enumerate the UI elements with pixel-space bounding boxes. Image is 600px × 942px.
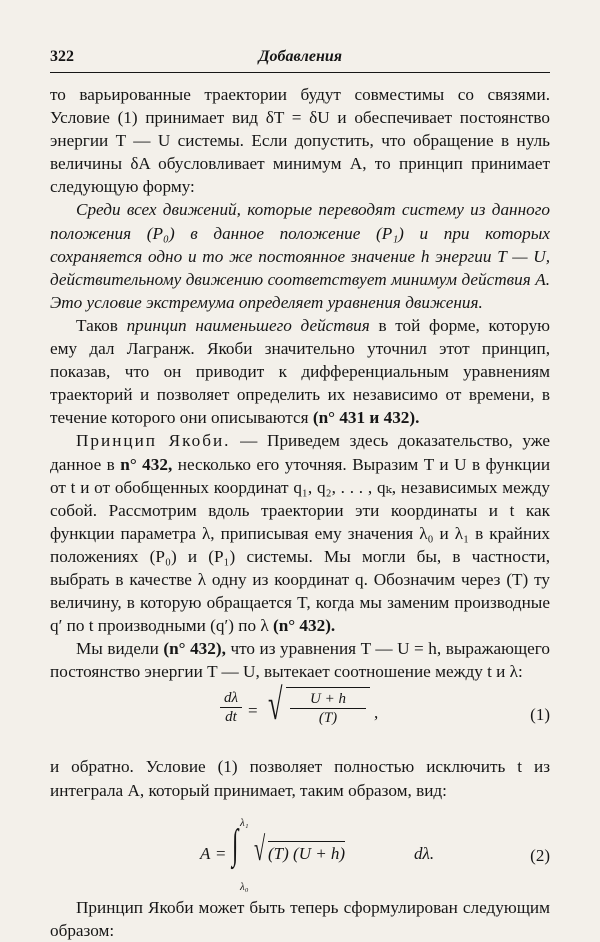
formula-1 [50, 680, 550, 749]
paragraph-5 [50, 637, 550, 683]
paragraph-6: и обратно. Условие (1) позволяет полностью исключить t из интеграла A, который принимает, таким образом, вид: [50, 757, 550, 800]
dlambda-dt-fraction [220, 689, 242, 726]
p5-text-a: Мы видели [76, 639, 159, 659]
radicand-fraction [286, 687, 370, 727]
equals-sign-2: = [216, 843, 226, 863]
equation-number-2: (2) [530, 845, 550, 865]
sqrt-sign-icon-2: √ [254, 830, 266, 868]
paragraph-3 [50, 314, 550, 429]
p3-reference: (n° 431 и 432). [312, 408, 420, 428]
paragraph-1: то варьированные траектории будут совместимы со связями. Условие (1) принимает вид δT = δU и обеспечивает постоянство энергии T — U системы. Если допустить, что обращение в нуль величины δA обусловливает минимум A, то принцип принимает следующую форму: [50, 85, 550, 197]
equation-number-1: (1) [530, 705, 550, 725]
jacobi-principle-heading: Принцип Якоби. [76, 431, 231, 451]
p4-text-a: — Приведем здесь доказательство, уже данное в [50, 431, 550, 474]
page-header [50, 48, 550, 72]
differential: dλ. [414, 843, 435, 863]
body-text [50, 83, 550, 942]
p3-text-a: Таков [76, 315, 118, 335]
p5-reference: (n° 432), [163, 639, 226, 659]
integral-sign-icon: ∫ [232, 821, 239, 868]
formula-comma: , [374, 703, 379, 723]
p3-emphasis: принцип наименьшего действия [126, 315, 370, 335]
p4-reference-1: n° 432, [120, 454, 173, 474]
running-title: Добавления [258, 48, 342, 65]
p4-text-b: несколько его уточняя. Выразим T и U в функции от t и от обобщенных координат q₁, q₂, . . . , qₖ, независимых между собой. Рассмотрим вдоль траектории эти координаты и t как функции параметра λ, приписывая ему значения λ₀ и λ₁ в крайних положениях (P₀) и (P₁) системы. Мы могли бы, в частности, выбрать в качестве λ одну из координат q. Обозначим через (T) ту величину, в которую обращается T, когда мы заменим производные q′ по t производными (q′) по λ [50, 454, 551, 636]
p3-text-b: в той форме, которую ему дал Лагранж. Якоби значительно уточнил этот принцип, показав, что он приводит к дифференциальным уравнениям траекторий и позволяет определить их независимо от времени, в течение которого они описываются [50, 315, 551, 428]
integral-radicand: (T) (U + h) [268, 841, 345, 865]
header-rule [50, 72, 550, 73]
fraction-numerator: dλ [220, 689, 242, 708]
paragraph-4 [50, 429, 550, 637]
action-symbol: A [200, 843, 211, 863]
p5-text-b: что из уравнения T — U = h, выражающего постоянство энергии T — U, вытекает соотношение между t и λ: [50, 639, 551, 682]
p4-reference-2: (n° 432). [272, 616, 336, 636]
upper-limit: λ₁ [240, 816, 249, 829]
radicand-numerator: U + h [290, 690, 366, 709]
paragraph-7: Принцип Якоби может быть теперь сформулирован следующим образом: [50, 897, 550, 940]
equals-sign: = [248, 701, 258, 721]
principle-statement: Среди всех движений, которые переводят систему из данного положения (P₀) в данное положение (P₁) и при которых сохраняется одно и то же постоянное значение h энергии T — U, действительному движению соответствует минимум действия A. Это условие экстремума определяет уравнения движения. [50, 200, 550, 312]
sqrt-sign-icon: √ [268, 680, 283, 730]
fraction-denominator: dt [225, 709, 237, 726]
page-number: 322 [50, 48, 74, 65]
formula-2 [50, 810, 550, 892]
radicand-denominator: (T) [318, 710, 338, 727]
lower-limit: λ₀ [240, 880, 249, 893]
